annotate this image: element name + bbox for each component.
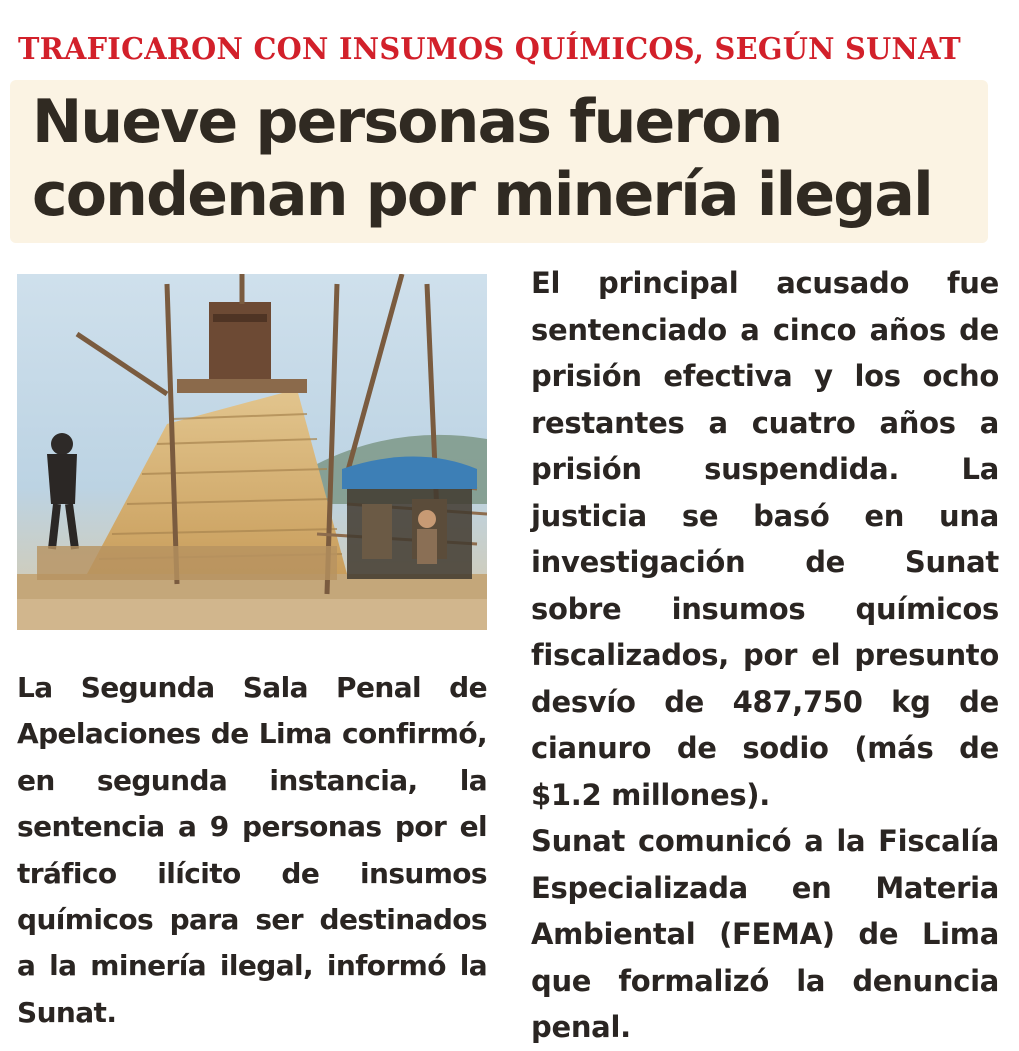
headline-line-2: condenan por minería ilegal bbox=[32, 160, 932, 230]
article-photo bbox=[17, 274, 487, 630]
headline-box bbox=[10, 80, 988, 243]
body-paragraph-1: El principal acusado fue sentenciado a cinco años de prisión efectiva y los ocho restantes a cuatro años a prisión suspendida. La justicia se basó en una investigación de Sunat sobre insumos químicos fiscalizados, por el presunto desvío de 487,750 kg de cianuro de sodio (más de $1.2 millones). bbox=[531, 266, 999, 812]
headline-line-1: Nueve personas fueron bbox=[32, 87, 782, 157]
headline bbox=[32, 86, 932, 232]
kicker: TRAFICARON CON INSUMOS QUÍMICOS, SEGÚN SUNAT bbox=[18, 32, 961, 67]
lead-paragraph: La Segunda Sala Penal de Apelaciones de Lima confirmó, en segunda instancia, la sentencia a 9 personas por el tráfico ilícito de insumos químicos para ser destinados a la minería ilegal, informó la Sunat. bbox=[17, 671, 487, 1029]
lead-column bbox=[17, 665, 487, 1036]
body-column bbox=[531, 260, 999, 1051]
body-paragraph-2: Sunat comunicó a la Fiscalía Especializada en Materia Ambiental (FEMA) de Lima que formalizó la denuncia penal. bbox=[531, 824, 999, 1044]
